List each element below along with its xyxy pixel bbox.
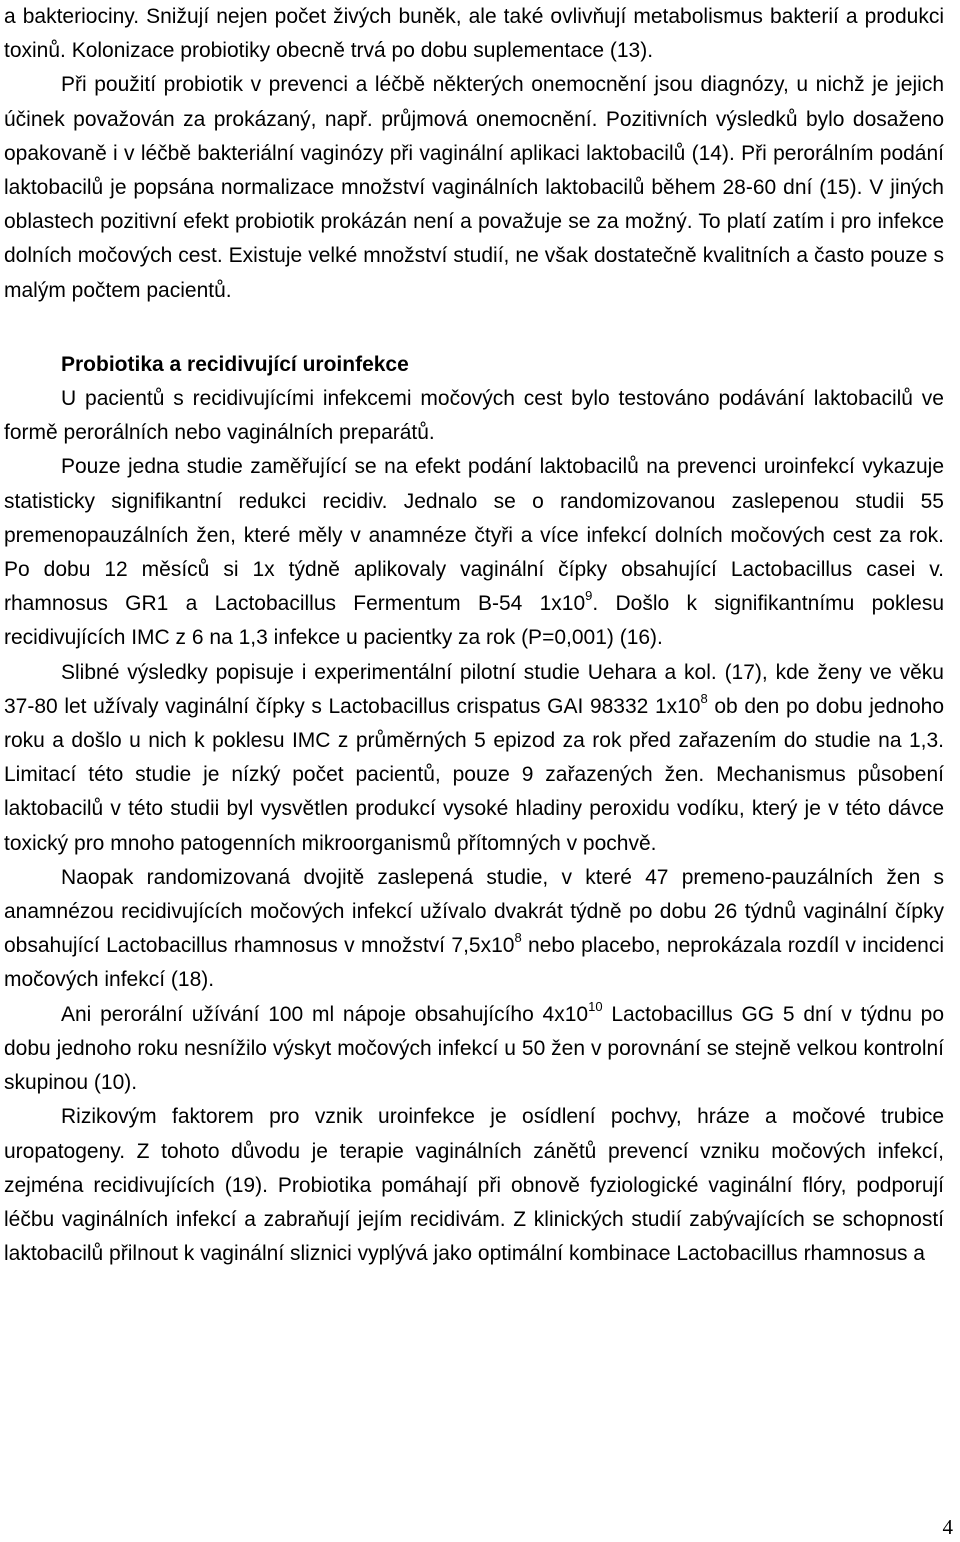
paragraph-text: Pouze jedna studie zaměřující se na efekt podání laktobacilů na prevenci uroinfekcí vykazuje statisticky signifikantní redukci recidiv. Jednalo se o randomizovanou zaslepenou studii 55 premenopauzálních žen, které měly v anamnéze čtyři a více infekcí dolních močových cest za rok. Po dobu 12 měsíců si 1x týdně aplikovaly vaginální čípky obsahující Lactobacillus casei v. rhamnosus GR1 a Lactobacillus Fermentum B-54 1x10 bbox=[4, 455, 944, 616]
exponent: 8 bbox=[700, 690, 708, 706]
paragraph-text: . Došlo k signifikantnímu poklesu recidivujících IMC z 6 na 1,3 infekce u pacientky za rok (P=0,001) (16). bbox=[4, 592, 944, 650]
section-paragraph-2 bbox=[4, 450, 944, 655]
section-paragraph-3 bbox=[4, 656, 944, 861]
section-paragraph-1: U pacientů s recidivujícími infekcemi močových cest bylo testováno podávání laktobacilů ve formě perorálních nebo vaginálních preparátů. bbox=[4, 387, 944, 445]
document-page bbox=[4, 0, 944, 1271]
paragraph-text: Ani perorální užívání 100 ml nápoje obsahujícího 4x10 bbox=[61, 1002, 589, 1026]
section-heading: Probiotika a recidivující uroinfekce bbox=[61, 352, 409, 376]
exponent: 9 bbox=[585, 588, 593, 604]
exponent: 8 bbox=[514, 930, 522, 946]
section-paragraph-6: Rizikovým faktorem pro vznik uroinfekce je osídlení pochvy, hráze a močové trubice uropatogeny. Z tohoto důvodu je terapie vaginálních zánětů prevencí vzniku močových infekcí, zejména recidivujících (19). Probiotika pomáhají při obnově fyziologické vaginální flóry, podporují léčbu vaginálních infekcí a zabraňují jejím recidivám. Z klinických studií zabývajících se schopností laktobacilů přilnout k vaginální sliznici vyplývá jako optimální kombinace Lactobacillus rhamnosus a bbox=[4, 1105, 944, 1266]
paragraph-text: Slibné výsledky popisuje i experimentální pilotní studie Uehara a kol. (17), kde ženy ve věku 37-80 let užívaly vaginální čípky s Lactobacillus crispatus GAI 98332 1x10 bbox=[4, 660, 944, 718]
section-gap bbox=[4, 308, 944, 348]
paragraph-text: Naopak randomizovaná dvojitě zaslepená studie, v které 47 premeno-pauzálních žen s anamnézou recidivujících močových infekcí užívalo dvakrát týdně po dobu 26 týdnů vaginální čípky obsahující Lactobacillus rhamnosus v množství 7,5x10 bbox=[4, 865, 944, 958]
page-number: 4 bbox=[942, 1515, 953, 1539]
exponent: 10 bbox=[588, 998, 603, 1014]
paragraph-text: nebo placebo, neprokázala rozdíl v incidenci močových infekcí (18). bbox=[4, 934, 944, 992]
paragraph-text: ob den po dobu jednoho roku a došlo u nich k poklesu IMC z průměrných 5 epizod za rok před zařazením do studie na 1,3. Limitací této studie je nízký počet pacientů, pouze 9 zařazených žen. Mechanismus působení laktobacilů v této studii byl vysvětlen produkcí vysoké hladiny peroxidu vodíku, který je v této dávce toxický pro mnoho patogenních mikroorganismů přítomných v pochvě. bbox=[4, 694, 945, 855]
intro-paragraph-2: Při použití probiotik v prevenci a léčbě některých onemocnění jsou diagnózy, u nichž je jejich účinek považován za prokázaný, např. průjmová onemocnění. Pozitivních výsledků bylo dosaženo opakovaně i v léčbě bakteriální vaginózy při vaginální aplikaci laktobacilů (14). Při perorálním podání laktobacilů je popsána normalizace množství vaginálních laktobacilů během 28-60 dní (15). V jiných oblastech pozitivní efekt probiotik prokázán není a považuje se za možný. To platí zatím i pro infekce dolních močových cest. Existuje velké množství studií, ne však dostatečně kvalitních a často pouze s malým počtem pacientů. bbox=[4, 73, 944, 302]
intro-paragraph-1: a bakteriociny. Snižují nejen počet živých buněk, ale také ovlivňují metabolismus bakterií a produkci toxinů. Kolonizace probiotiky obecně trvá po dobu suplementace (13). bbox=[4, 5, 944, 63]
paragraph-text: Lactobacillus GG 5 dní v týdnu po dobu jednoho roku nesnížilo výskyt močových infekcí u 50 žen v porovnání se stejně velkou kontrolní skupinou (10). bbox=[4, 1002, 944, 1095]
section-paragraph-4 bbox=[4, 861, 944, 998]
section-paragraph-5 bbox=[4, 998, 944, 1101]
